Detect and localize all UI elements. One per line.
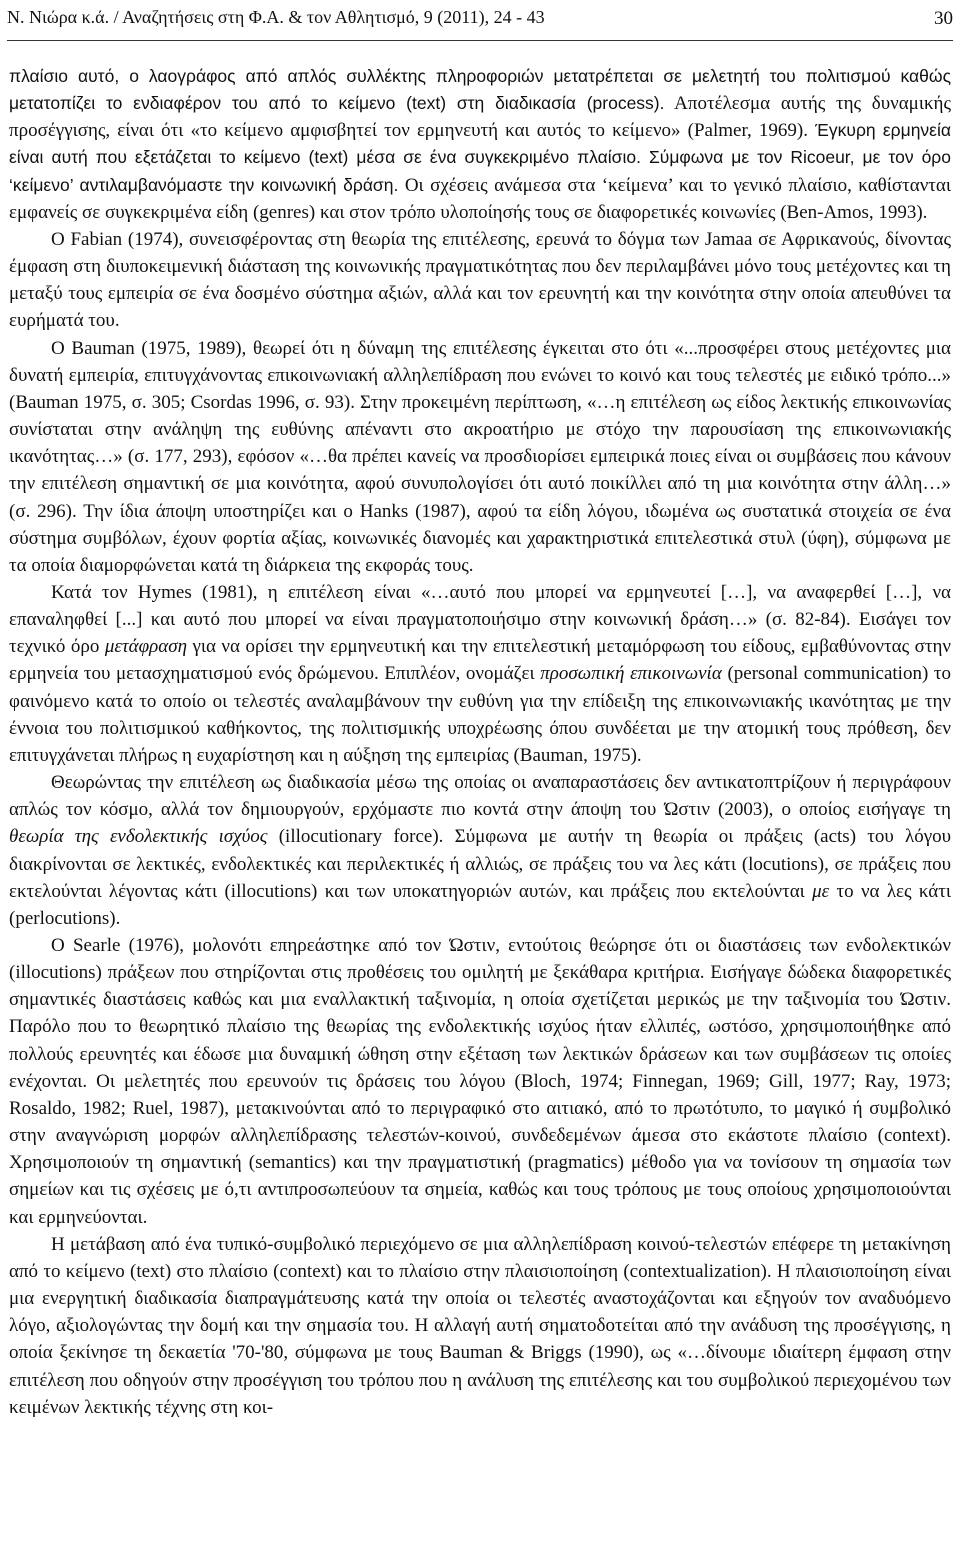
- text-run: Αποτέλεσμα αυτής της δυναμικής προσέγγισης, είναι ότι «το κείμενο αμφισβητεί τον ερμηνευτή και αυτός το κείμενο» (Palmer, 1969).: [9, 93, 951, 142]
- text-run: για να ορίσει την ερμηνευτική και την επιτελεστική μεταμόρφωση του είδους, εμβαθύνοντας στην ερμηνεία του μετασχηματισμού ενός δρώμενου. Επιπλέον, ονομάζει: [9, 636, 951, 685]
- italic-term: προσωπική επικοινωνία: [540, 663, 722, 685]
- text-run: Ο Searle (1976), μολονότι επηρεάστηκε από τον Ώστιν, εντούτοις θεώρησε ότι οι διαστάσεις των ενδολεκτικών (illocutions) πράξεων που στηρίζονται στις προθέσεις του ομιλητή με ξεκάθαρα κριτήρια. Εισήγαγε δώδεκα διαφορετικές σημαντικές διαστάσεις καθώς και μια εναλλακτική ταξινομία, η οποία σχετίζεται μερικώς με την ταξινομία του Ώστιν. Παρόλο που το θεωρητικό πλαίσιο της θεωρίας της ενδολεκτικής ισχύος ήταν ελλιπές, ωστόσο, χρησιμοποιήθηκε από πολλούς ερευνητές και έδωσε μια δυναμική ώθηση στην εξέταση των λεκτικών δράσεων και των συμβάσεων τις οποίες ενέχονται. Οι μελετητές που ερευνούν τις δράσεις του λόγου (Bloch, 1974; Finnegan, 1969; Gill, 1977; Ray, 1973; Rosaldo, 1982; Ruel, 1987), μετακινούνται από το περιγραφικό στο αιτιακό, από το πρωτότυπο, το μαγικό ή συμβολικό στην αναγνώριση μορφών αλληλεπίδρασης τελεστών-κοινού, συνδεδεμένων άμεσα στο εκάστοτε πλαίσιο (context). Χρησιμοποιούν τη σημαντική (semantics) και την πραγματιστική (pragmatics) μέθοδο για να τονίσουν τη σημασία των σημείων και τις σχέσεις με ό,τι αντιπροσωπεύουν τα σημεία, καθώς και τους τρόπους με τους οποίους χρησιμοποιούνται και ερμηνεύονται.: [9, 935, 951, 1228]
- text-run: (illocutionary force). Σύμφωνα με αυτήν τη θεωρία οι πράξεις (acts) του λόγου διακρίνονται σε λεκτικές, ενδολεκτικές και περιλεκτικές ή αλλιώς, σε πράξεις του να λες κάτι (locutions), σε πράξεις που εκτελούνται λέγοντας κάτι (illocutions) και των υποκατηγοριών αυτών, και πράξεις που εκτελούνται: [9, 826, 951, 902]
- text-run: το να λες κάτι (perlocutions).: [9, 880, 951, 929]
- text-run: Σύμφωνα με τον Ricoeur, με τον όρο ‘κείμενο’ αντιλαμβανόμαστε την κοινωνική δράση.: [9, 147, 951, 195]
- italic-term: με: [812, 880, 830, 902]
- article-body: [9, 63, 951, 1421]
- running-title: Ν. Νιώρα κ.ά. / Αναζητήσεις στη Φ.Α. & τον Αθλητισμό, 9 (2011), 24 - 43: [7, 7, 545, 27]
- text-run: Έγκυρη ερμηνεία είναι αυτή που εξετάζεται το κείμενο (text) μέσα σε ένα συγκεκριμένο πλαίσιο.: [9, 120, 951, 168]
- text-run: πλαίσιο αυτό, ο λαογράφος από απλός συλλέκτης πληροφοριών μετατρέπεται σε μελετητή του πολιτισμού καθώς μετατοπίζει το ενδιαφέρον του από το κείμενο (text) στη διαδικασία (process).: [9, 66, 951, 114]
- text-run: Κατά τον Hymes (1981), η επιτέλεση είναι «…αυτό που μπορεί να ερμηνευτεί […], να αναφερθεί […], να επαναληφθεί [...] και αυτό που μπορεί να είναι πραγματοποιήσιμο στην κοινωνική δράση…» (σ. 82-84). Εισάγει τον τεχνικό όρο: [9, 581, 951, 658]
- paragraph: [9, 932, 951, 1231]
- text-run: (personal communication) το φαινόμενο κατά το οποίο οι τελεστές αναλαμβάνουν την ευθύνη για την επίδειξη της επικοινωνιακής ικανότητας με την έννοια του πολιτισμικού καθήκοντος, της πολιτισμικής υποχρέωσης όπου συνδέεται με την ατομική τους πρόθεση, δεν επιτυγχάνεται πλήρως η ευχαρίστηση και η αύξηση της εμπειρίας (Bauman, 1975).: [9, 663, 952, 766]
- text-run: Θεωρώντας την επιτέλεση ως διαδικασία μέσω της οποίας οι αναπαραστάσεις δεν αντικατοπτρίζουν ή περιγράφουν απλώς τον κόσμο, αλλά τον δημιουργούν, ερχόμαστε πιο κοντά στην άποψη του Ώστιν (2003), ο οποίος εισήγαγε τη: [9, 772, 951, 821]
- italic-term: θεωρία της ενδολεκτικής ισχύος: [9, 826, 268, 848]
- text-run: Ο Bauman (1975, 1989), θεωρεί ότι η δύναμη της επιτέλεσης έγκειται στο ότι «...προσφέρει στους μετέχοντες μια δυνατή εμπειρία, επιτυγχάνοντας επικοινωνιακή αλληλεπίδραση που ενώνει το κοινό και τους τελεστές με ειδικό τρόπο...» (Bauman 1975, σ. 305; Csordas 1996, σ. 93). Στην προκειμένη περίπτωση, «…η επιτέλεση ως είδος λεκτικής επικοινωνίας συνίσταται στην ανάληψη της ευθύνης απέναντι στο ακροατήριο με στόχο την παρουσίαση της επικοινωνιακής ικανότητας…» (σ. 177, 293), εφόσον «…θα πρέπει κανείς να προσδιορίσει εμπειρικά ποιες είναι οι συμβάσεις που κάνουν την επιτέλεση σημαντική σε μια κοινότητα, αφού συνυπολογίσει ότι αυτό ποικίλλει από τη μια κοινότητα στην άλλη…» (σ. 296). Την ίδια άποψη υποστηρίζει και ο Hanks (1987), αφού τα είδη λόγου, ιδωμένα ως συστατικά στοιχεία σε ένα σύστημα συμβόλων, έχουν φορτία αξίας, κοινωνικές διανομές και χαρακτηριστικά επιτελεστικά στυλ (ύφη), σύμφωνα με τα οποία διαμορφώνεται κατά τη διάρκεια της εκφοράς τους.: [9, 337, 951, 576]
- text-run: Ο Fabian (1974), συνεισφέροντας στη θεωρία της επιτέλεσης, ερευνά το δόγμα των Jamaa σε Αφρικανούς, δίνοντας έμφαση στη διυποκειμενική διάσταση της κοινωνικής πραγματικότητας που δεν περιλαμβάνει μόνο τους μετέχοντες και τη μεταξύ τους εμπειρία σε ένα δοσμένο σύστημα αξιών, αλλά και τον ερευνητή και την κοινότητα στην οποία απευθύνει τα ευρήματά του.: [9, 228, 951, 332]
- paragraph: [9, 769, 951, 932]
- italic-term: μετάφραση: [104, 636, 188, 658]
- running-header: [7, 0, 953, 41]
- paragraph: [9, 226, 951, 335]
- paragraph: [9, 1231, 951, 1421]
- page-number: 30: [934, 8, 953, 29]
- text-run: Η μετάβαση από ένα τυπικό-συμβολικό περιεχόμενο σε μια αλληλεπίδραση κοινού-τελεστών επέφερε τη μετακίνηση από το κείμενο (text) στο πλαίσιο (context) και το πλαίσιο στην πλαισιοποίηση (contextualization). Η πλαισιοποίηση είναι μια ενεργητική διαδικασία διαπραγμάτευσης κατά την οποία οι τελεστές αναστοχάζονται και εξηγούν τον αναδυόμενο λόγο, αξιολογώντας την δομή και την σημασία του. Η αλλαγή αυτή σηματοδοτείται από την ανάδυση της προσέγγισης, η οποία ξεκίνησε τη δεκαετία '70-'80, σύμφωνα με τους Bauman & Briggs (1990), ως «…δίνουμε ιδιαίτερη έμφαση στην επιτέλεση που οδηγούν στην προσέγγιση του τρόπου που η ανάλυση της επιτέλεσης και του συμβολικού περιεχομένου των κειμένων λεκτικής τέχνης στη κοι-: [9, 1233, 951, 1418]
- text-run: Οι σχέσεις ανάμεσα στα ‘κείμενα’ και το γενικό πλαίσιο, καθίστανται εμφανείς σε συγκεκριμένα είδη (genres) και στον τρόπο υλοποίησής τους σε διαφορετικές κοινωνίες (Ben-Amos, 1993).: [9, 174, 951, 223]
- paragraph: [9, 335, 951, 579]
- paragraph: [9, 63, 951, 226]
- paragraph: [9, 579, 951, 769]
